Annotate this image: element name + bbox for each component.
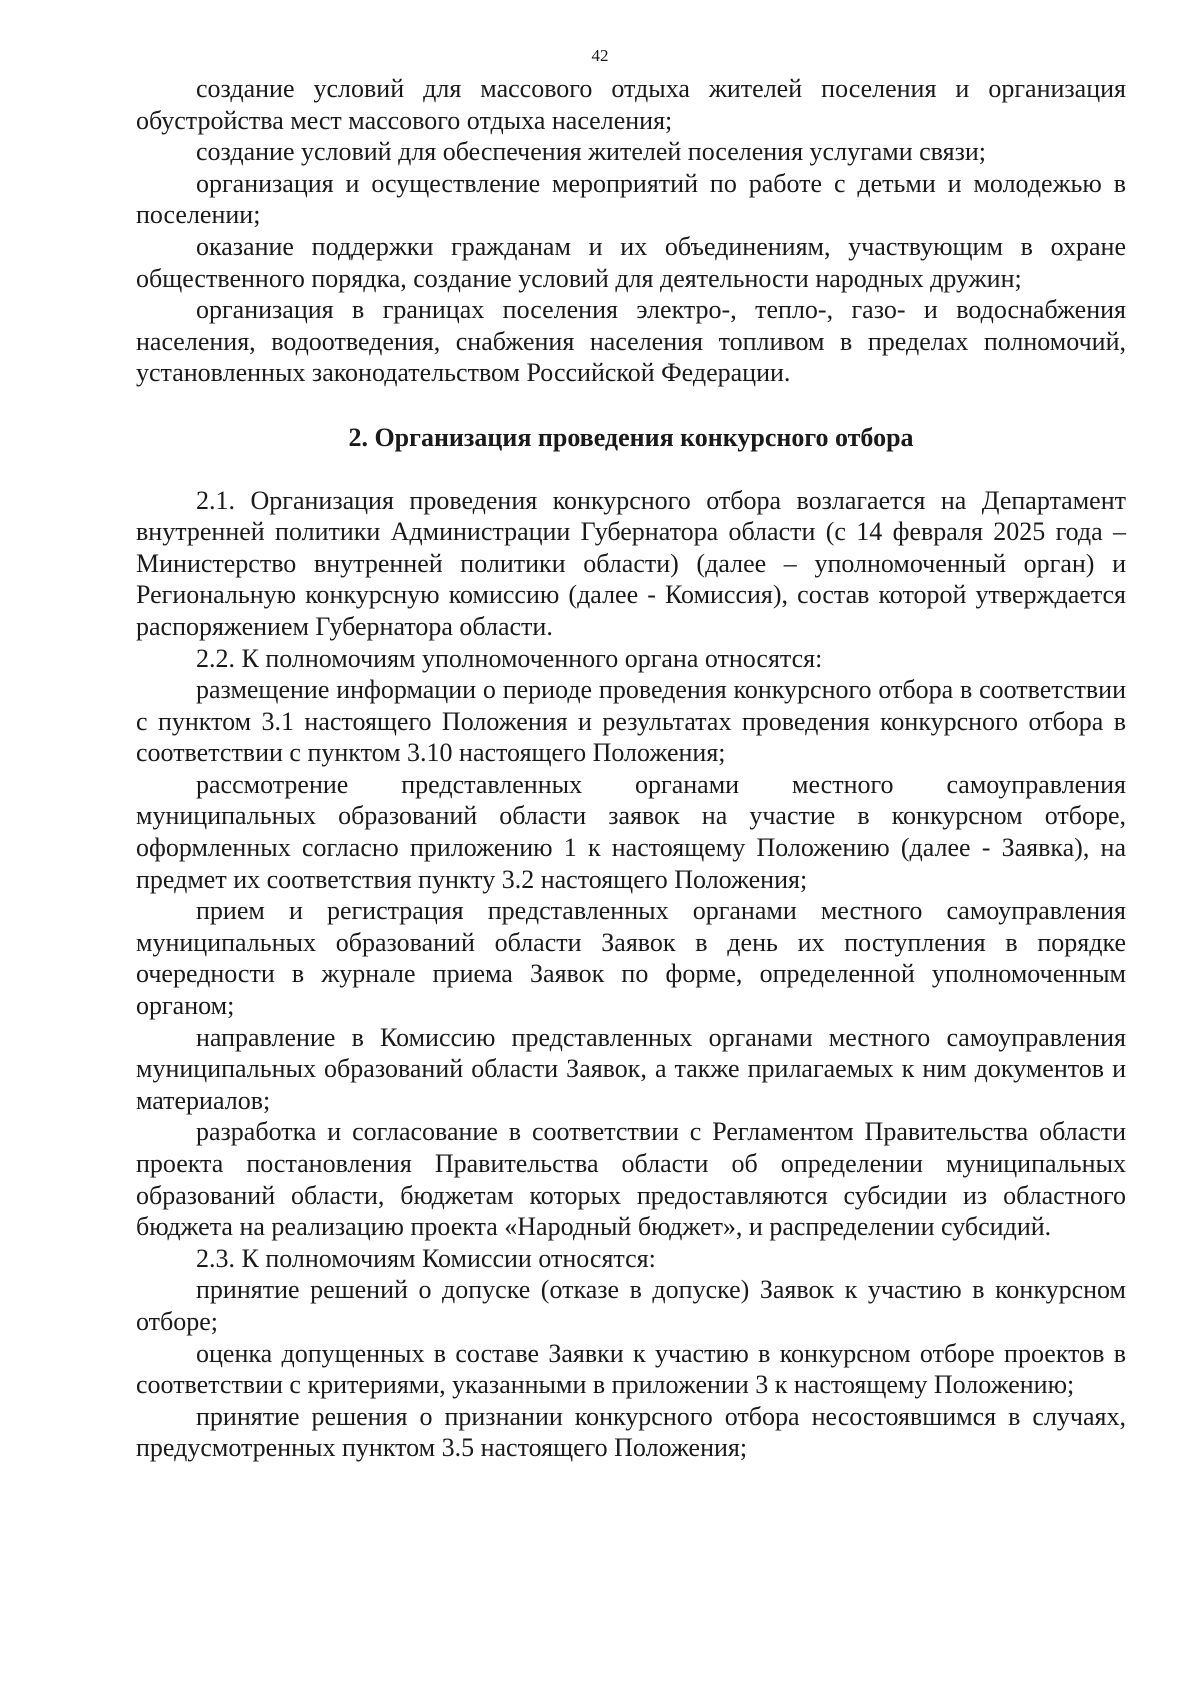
paragraph: 2.3. К полномочиям Комиссии относятся: — [196, 1243, 656, 1273]
paragraph: 2.2. К полномочиям уполномоченного органа относятся: — [196, 643, 823, 673]
paragraph: прием и регистрация представленных органами местного самоуправления муниципальных образований области Заявок в день их поступления в порядке очередности в журнале приема Заявок по форме, определенной уполномоченным органом; — [136, 896, 1126, 1021]
paragraph: организация в границах поселения электро-, тепло-, газо- и водоснабжения населения, водоотведения, снабжения населения топливом в пределах полномочий, установленных законодательством Российской Федерации. — [136, 295, 1126, 388]
paragraph: оказание поддержки гражданам и их объединениям, участвующим в охране общественного порядка, создание условий для деятельности народных дружин; — [136, 231, 1126, 293]
paragraph: принятие решений о допуске (отказе в допуске) Заявок к участию в конкурсном отборе; — [136, 1275, 1126, 1336]
paragraph: создание условий для массового отдыха жителей поселения и организация обустройства мест массового отдыха населения; — [136, 74, 1126, 135]
section-heading: 2. Организация проведения конкурсного отбора — [348, 422, 914, 452]
paragraph: 2.1. Организация проведения конкурсного отбора возлагается на Департамент внутренней политики Администрации Губернатора области (с 14 февраля 2025 года – Министерство внутренней политики области) (далее – уполномоченный орган) и Региональную конкурсную комиссию (далее - Комиссия), состав которой утверждается распоряжением Губернатора области. — [136, 485, 1126, 641]
document-body — [136, 73, 1126, 1464]
paragraph: принятие решения о признании конкурсного отбора несостоявшимся в случаях, предусмотренных пунктом 3.5 настоящего Положения; — [136, 1401, 1126, 1463]
paragraph: разработка и согласование в соответствии с Регламентом Правительства области проекта постановления Правительства области об определении муниципальных образований области, бюджетам которых предоставляются субсидии из областного бюджета на реализацию проекта «Народный бюджет», и распределении субсидий. — [136, 1117, 1126, 1242]
paragraph: создание условий для обеспечения жителей поселения услугами связи; — [196, 137, 986, 167]
paragraph: направление в Комиссию представленных органами местного самоуправления муниципальных образований области Заявок, а также прилагаемых к ним документов и материалов; — [136, 1022, 1126, 1115]
paragraph: рассмотрение представленных органами местного самоуправления муниципальных образований области заявок на участие в конкурсном отборе, оформленных согласно приложению 1 к настоящему Положению (далее - Заявка), на предмет их соответствия пункту 3.2 настоящего Положения; — [136, 769, 1126, 894]
paragraph: оценка допущенных в составе Заявки к участию в конкурсном отборе проектов в соответствии с критериями, указанными в приложении 3 к настоящему Положению; — [136, 1338, 1126, 1400]
paragraph: размещение информации о периоде проведения конкурсного отбора в соответствии с пунктом 3.1 настоящего Положения и результатах проведения конкурсного отбора в соответствии с пунктом 3.10 настоящего Положения; — [136, 675, 1126, 768]
paragraph: организация и осуществление мероприятий по работе с детьми и молодежью в поселении; — [136, 168, 1126, 230]
page-number: 42 — [591, 46, 609, 65]
